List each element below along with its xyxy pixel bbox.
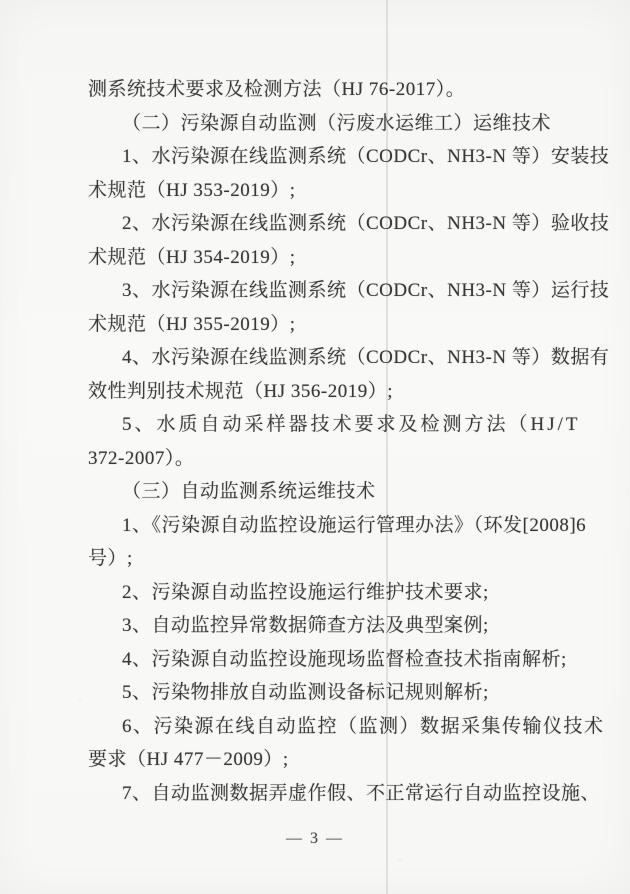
- list-item: 3、自动监控异常数据筛查方法及典型案例;: [122, 615, 489, 636]
- section-heading: （二）污染源自动监测（污废水运维工）运维技术: [122, 112, 552, 134]
- list-item: 5、水质自动采样器技术要求及检测方法（HJ/T: [122, 414, 581, 435]
- list-item: 4、水污染源在线监测系统（CODCr、NH3-N 等）数据有: [122, 347, 610, 368]
- text-line: 术规范（HJ 354-2019）;: [88, 246, 296, 268]
- list-item: 2、水污染源在线监测系统（CODCr、NH3-N 等）验收技: [122, 213, 610, 234]
- list-item: 1、水污染源在线监测系统（CODCr、NH3-N 等）安装技: [122, 146, 610, 167]
- list-item: 3、水污染源在线监测系统（CODCr、NH3-N 等）运行技: [122, 280, 610, 301]
- text-line: 术规范（HJ 353-2019）;: [88, 179, 296, 201]
- text-line: 效性判别技术规范（HJ 356-2019）;: [88, 380, 393, 402]
- list-item: 5、污染物排放自动监测设备标记规则解析;: [122, 682, 489, 703]
- list-item: 4、污染源自动监控设施现场监督检查技术指南解析;: [122, 648, 567, 670]
- text-line: 术规范（HJ 355-2019）;: [88, 313, 296, 335]
- section-heading: （三）自动监测系统运维技术: [122, 481, 376, 502]
- text-line: 号）;: [88, 548, 133, 569]
- text-line: 要求（HJ 477－2009）;: [88, 749, 289, 770]
- list-item: 6、污染源在线自动监控（监测）数据采集传输仪技术: [122, 715, 605, 737]
- document-body: [88, 73, 610, 810]
- page-footer: [0, 830, 630, 848]
- text-line: 测系统技术要求及检测方法（HJ 76-2017）。: [88, 79, 466, 100]
- list-item: 2、污染源自动监控设施运行维护技术要求;: [122, 581, 489, 603]
- page-number: — 3 —: [286, 830, 344, 847]
- text-line: 372-2007）。: [88, 447, 195, 469]
- list-item: 7、自动监测数据弄虚作假、不正常运行自动监控设施、: [122, 782, 601, 804]
- list-item: 1、《污染源自动监控设施运行管理办法》（环发[2008]6: [122, 514, 587, 536]
